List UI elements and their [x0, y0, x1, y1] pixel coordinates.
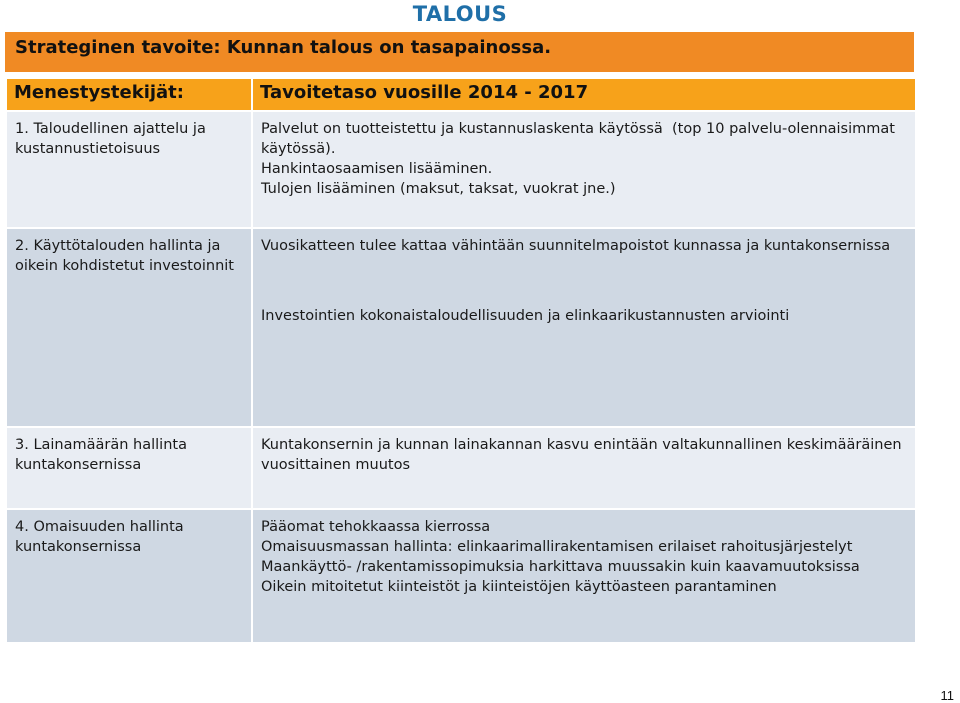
table-header-row	[6, 78, 916, 111]
target-line: Palvelut on tuotteistettu ja kustannuslaskenta käytössä (top 10 palvelu-olennaisimmat käytössä).	[261, 121, 900, 157]
header-target-level: Tavoitetaso vuosille 2014 - 2017	[252, 78, 916, 111]
success-factor-cell: 3. Lainamäärän hallinta kuntakonsernissa	[6, 427, 252, 509]
target-line: Hankintaosaamisen lisääminen.	[261, 161, 493, 177]
target-line: Kuntakonsernin ja kunnan lainakannan kasvu enintään valtakunnallinen keskimääräinen vuosittainen muutos	[261, 437, 907, 473]
target-line: Maankäyttö- /rakentamissopimuksia harkittava muussakin kuin kaavamuutoksissa	[261, 559, 860, 575]
target-cell	[252, 509, 916, 643]
header-success-factors: Menestystekijät:	[6, 78, 252, 111]
target-line: Oikein mitoitetut kiinteistöt ja kiinteistöjen käyttöasteen parantaminen	[261, 579, 777, 595]
goals-table	[5, 77, 917, 644]
table-row	[6, 228, 916, 427]
target-line: Omaisuusmassan hallinta: elinkaarimallirakentamisen erilaiset rahoitusjärjestelyt	[261, 539, 853, 555]
table-row	[6, 509, 916, 643]
table-row	[6, 111, 916, 228]
target-cell	[252, 427, 916, 509]
target-cell	[252, 111, 916, 228]
success-factor-cell: 1. Taloudellinen ajattelu ja kustannustietoisuus	[6, 111, 252, 228]
slide-title: TALOUS	[412, 2, 508, 26]
success-factor-cell: 4. Omaisuuden hallinta kuntakonsernissa	[6, 509, 252, 643]
target-line: Tulojen lisääminen (maksut, taksat, vuokrat jne.)	[261, 181, 616, 197]
target-line: Vuosikatteen tulee kattaa vähintään suunnitelmapoistot kunnassa ja kuntakonsernissa	[261, 238, 891, 254]
target-cell	[252, 228, 916, 427]
success-factor-cell: 2. Käyttötalouden hallinta ja oikein kohdistetut investoinnit	[6, 228, 252, 427]
target-line: Pääomat tehokkaassa kierrossa	[261, 519, 491, 535]
strategic-goal-banner: Strateginen tavoite: Kunnan talous on tasapainossa.	[5, 32, 914, 72]
table-row	[6, 427, 916, 509]
page-number: 11	[940, 688, 954, 703]
target-line: Investointien kokonaistaloudellisuuden ja elinkaarikustannusten arviointi	[261, 308, 790, 324]
